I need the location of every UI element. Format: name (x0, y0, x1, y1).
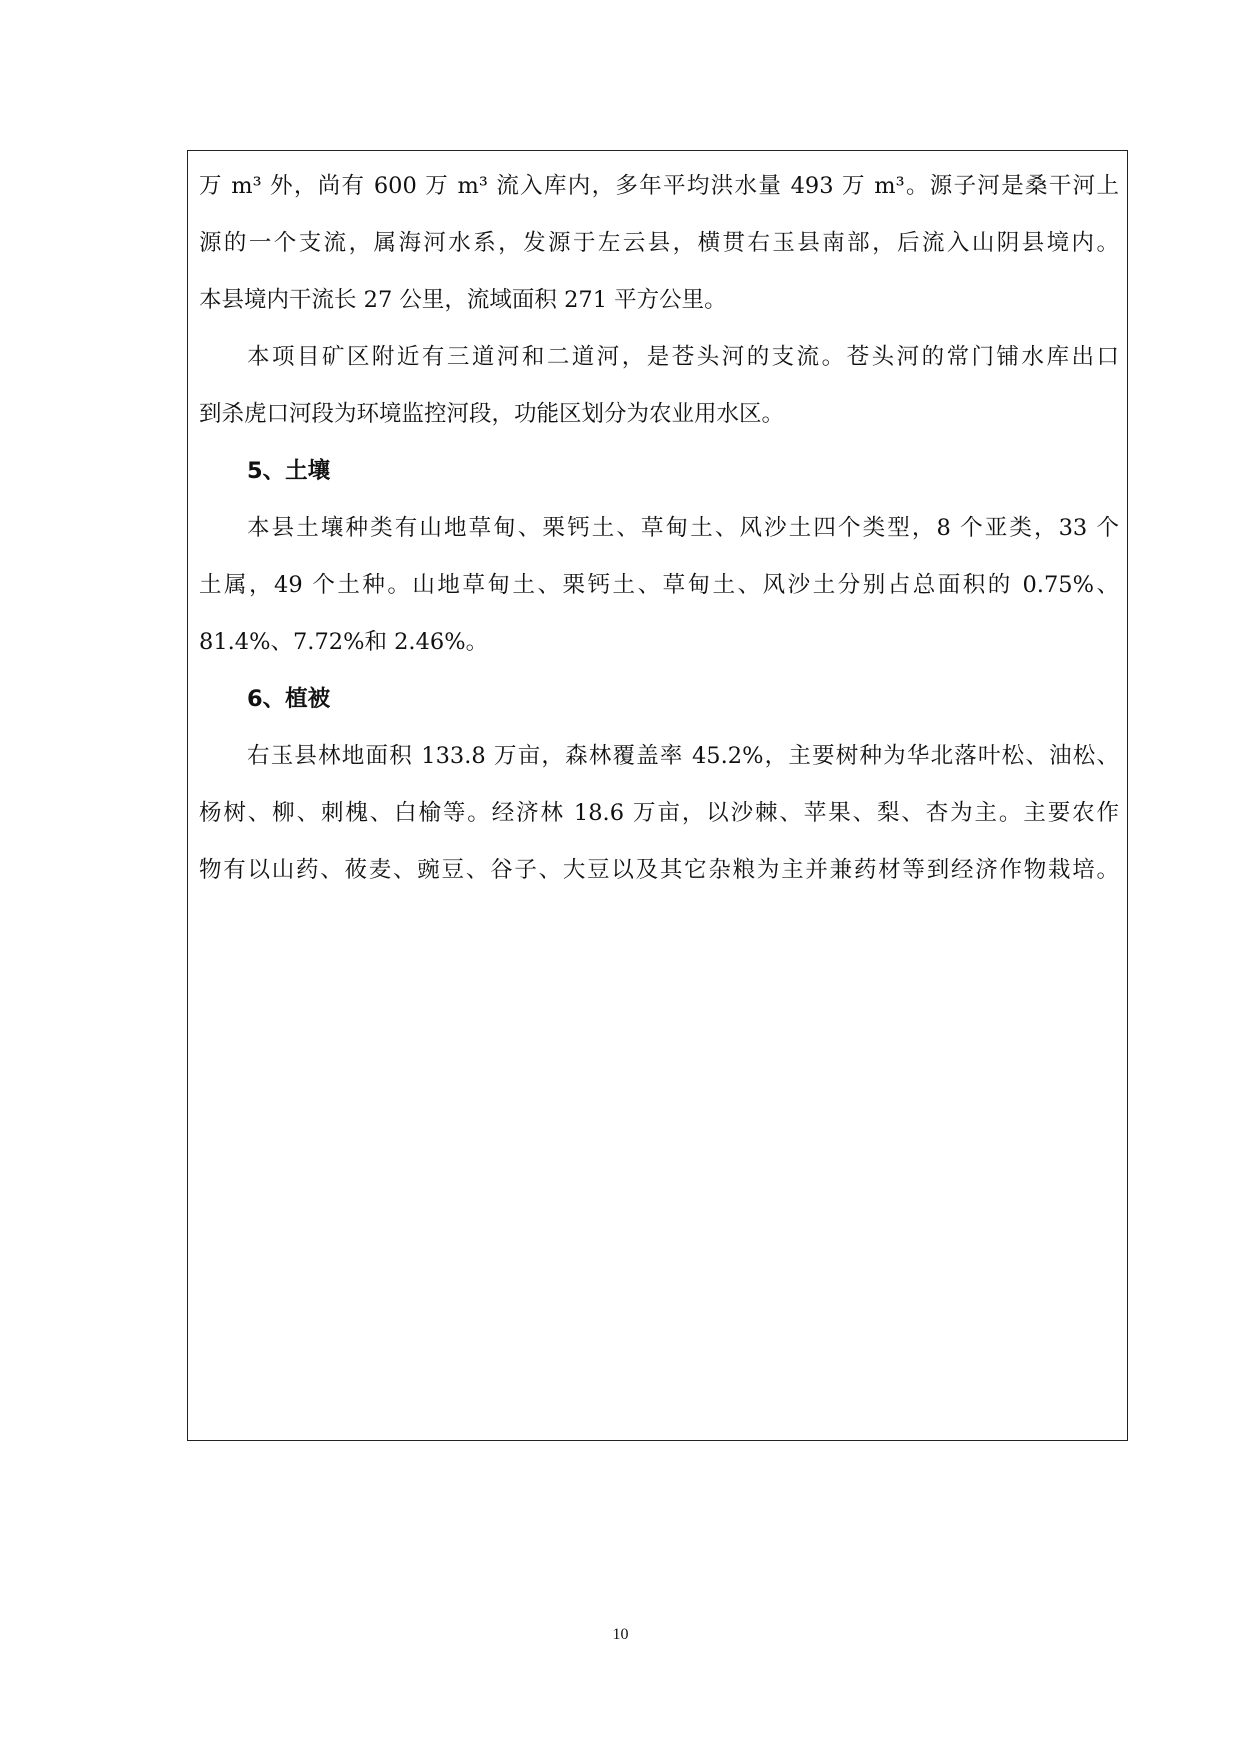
section-heading-soil: 5、土壤 (247, 458, 331, 484)
soil-paragraph-line-2: 土属，49 个土种。山地草甸土、栗钙土、草甸土、风沙土分别占总面积的 0.75%、 (199, 572, 1119, 598)
vegetation-paragraph-line-2: 杨树、柳、刺槐、白榆等。经济林 18.6 万亩，以沙棘、苹果、梨、杏为主。主要农作 (199, 800, 1119, 826)
soil-paragraph-line-3: 81.4%、7.72%和 2.46%。 (199, 629, 489, 655)
rivers-paragraph-line-2: 到杀虎口河段为环境监控河段，功能区划分为农业用水区。 (199, 401, 785, 427)
vegetation-paragraph-line-3: 物有以山药、莜麦、豌豆、谷子、大豆以及其它杂粮为主并兼药材等到经济作物栽培。 (199, 857, 1119, 883)
water-paragraph-line-2: 源的一个支流，属海河水系，发源于左云县，横贯右玉县南部，后流入山阴县境内。 (199, 230, 1119, 256)
soil-paragraph-line-1: 本县土壤种类有山地草甸、栗钙土、草甸土、风沙土四个类型，8 个亚类，33 个 (247, 515, 1119, 541)
vegetation-paragraph-line-1: 右玉县林地面积 133.8 万亩，森林覆盖率 45.2%，主要树种为华北落叶松、油松、 (247, 743, 1119, 769)
water-paragraph-line-1: 万 m³ 外，尚有 600 万 m³ 流入库内，多年平均洪水量 493 万 m³。源子河是桑干河上 (199, 173, 1119, 199)
page-number: 10 (612, 1626, 629, 1643)
section-heading-vegetation: 6、植被 (247, 686, 331, 712)
rivers-paragraph-line-1: 本项目矿区附近有三道河和二道河，是苍头河的支流。苍头河的常门铺水库出口 (247, 344, 1119, 370)
water-paragraph-line-3: 本县境内干流长 27 公里，流域面积 271 平方公里。 (199, 287, 727, 313)
